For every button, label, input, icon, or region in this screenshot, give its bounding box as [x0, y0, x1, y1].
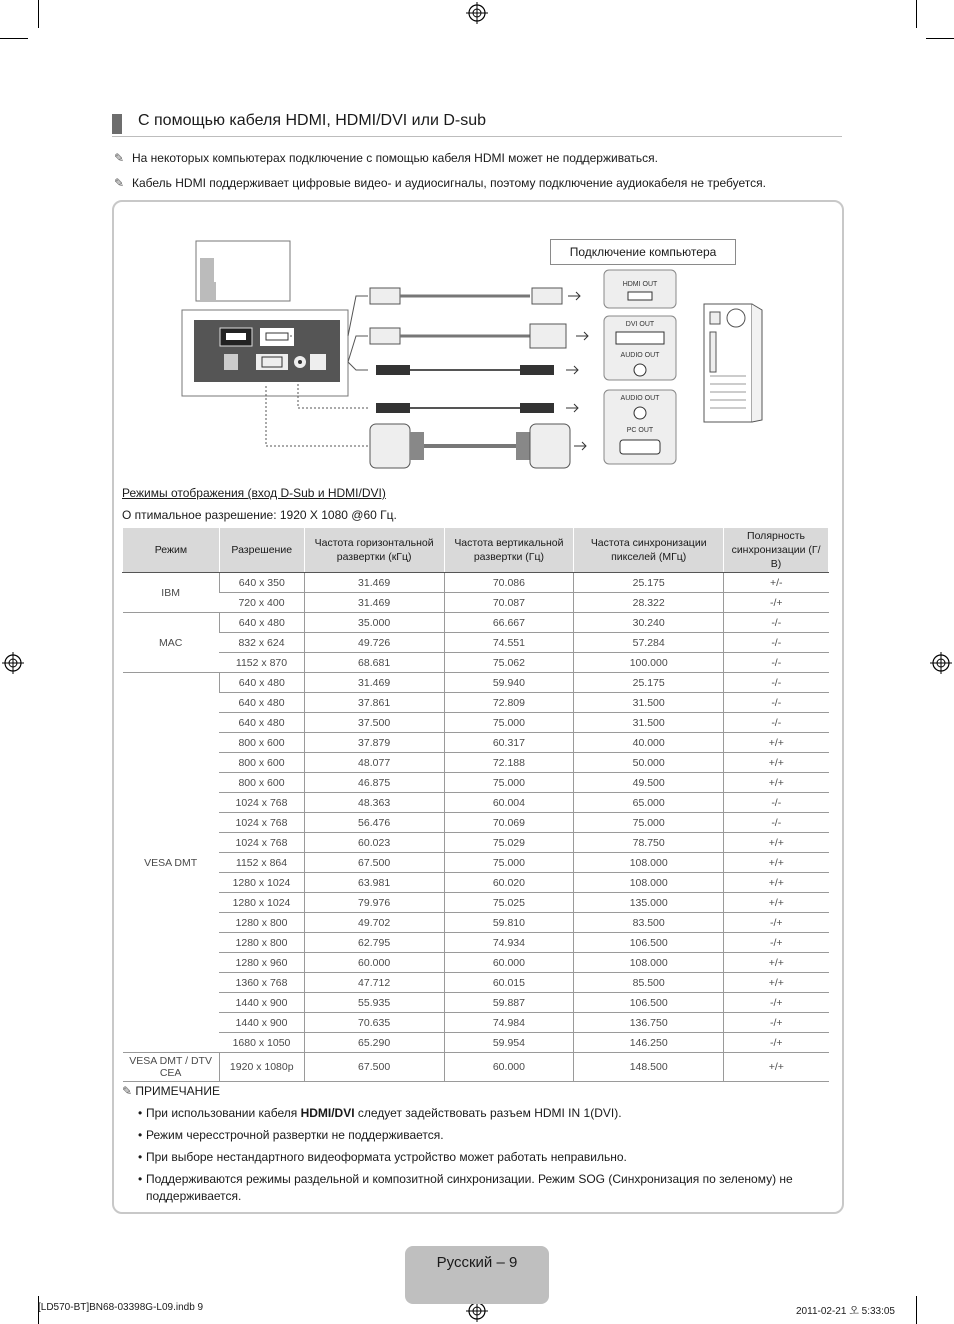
resolution-cell: 1152 x 870 [219, 653, 304, 673]
pixel-clock-cell: 108.000 [574, 853, 724, 873]
table-row [123, 893, 829, 913]
header-resolution: Разрешение [219, 528, 304, 573]
resolution-cell: 640 x 350 [219, 573, 304, 593]
pixel-clock-cell: 78.750 [574, 833, 724, 853]
pixel-clock-cell: 136.750 [574, 1013, 724, 1033]
pixel-clock-cell: 40.000 [574, 733, 724, 753]
table-row [123, 733, 829, 753]
header-polarity: Полярность синхронизации (Г/В) [724, 528, 829, 573]
polarity-cell: +/+ [724, 733, 829, 753]
note-2 [114, 176, 766, 190]
table-row [123, 1013, 829, 1033]
polarity-cell: -/+ [724, 1013, 829, 1033]
table-row [123, 933, 829, 953]
h-freq-cell: 55.935 [304, 993, 444, 1013]
h-freq-cell: 35.000 [304, 613, 444, 633]
mode-cell: MAC [123, 613, 220, 673]
h-freq-cell: 56.476 [304, 813, 444, 833]
h-freq-cell: 31.469 [304, 673, 444, 693]
audio-out-label: AUDIO OUT [620, 352, 660, 359]
note-item-3: • При выборе нестандартного видеоформата устройство может работать неправильно. [146, 1149, 816, 1166]
pixel-clock-cell: 85.500 [574, 973, 724, 993]
h-freq-cell: 37.861 [304, 693, 444, 713]
resolution-cell: 1920 x 1080p [219, 1053, 304, 1082]
polarity-cell: +/+ [724, 893, 829, 913]
v-freq-cell: 75.025 [444, 893, 574, 913]
v-freq-cell: 60.015 [444, 973, 574, 993]
table-row [123, 573, 829, 593]
resolution-cell: 1152 x 864 [219, 853, 304, 873]
v-freq-cell: 59.954 [444, 1033, 574, 1053]
v-freq-cell: 60.000 [444, 1053, 574, 1082]
section-header [112, 112, 842, 137]
resolution-cell: 720 x 400 [219, 593, 304, 613]
h-freq-cell: 49.726 [304, 633, 444, 653]
table-row [123, 653, 829, 673]
registration-mark-icon [466, 2, 488, 24]
header-v-freq: Частота вертикальной развертки (Гц) [444, 528, 574, 573]
table-row [123, 793, 829, 813]
crop-mark [0, 38, 28, 39]
notes-heading [122, 1084, 220, 1098]
v-freq-cell: 60.004 [444, 793, 574, 813]
pixel-clock-cell: 106.500 [574, 933, 724, 953]
v-freq-cell: 74.984 [444, 1013, 574, 1033]
note-item-2: • Режим чересстрочной развертки не поддерживается. [146, 1127, 816, 1144]
polarity-cell: -/- [724, 693, 829, 713]
note-item-1-text-a: При использовании кабеля [146, 1106, 301, 1120]
polarity-cell: +/+ [724, 753, 829, 773]
resolution-cell: 1440 x 900 [219, 993, 304, 1013]
audio-cable-2 [376, 403, 578, 413]
pixel-clock-cell: 31.500 [574, 693, 724, 713]
audio-pc-panel [604, 390, 676, 464]
h-freq-cell: 48.077 [304, 753, 444, 773]
footer-filename: [LD570-BT]BN68-03398G-L09.indb 9 [38, 1302, 204, 1313]
resolution-cell: 800 x 600 [219, 773, 304, 793]
pixel-clock-cell: 108.000 [574, 873, 724, 893]
page-number: Русский – 9 [436, 1254, 518, 1271]
polarity-cell: +/+ [724, 833, 829, 853]
polarity-cell: -/+ [724, 993, 829, 1013]
resolution-cell: 640 x 480 [219, 673, 304, 693]
h-freq-cell: 67.500 [304, 1053, 444, 1082]
polarity-cell: -/- [724, 633, 829, 653]
v-freq-cell: 70.087 [444, 593, 574, 613]
pixel-clock-cell: 50.000 [574, 753, 724, 773]
dsub-cable [370, 424, 586, 468]
polarity-cell: +/+ [724, 773, 829, 793]
resolution-cell: 1280 x 1024 [219, 873, 304, 893]
h-freq-cell: 37.879 [304, 733, 444, 753]
resolution-cell: 1360 x 768 [219, 973, 304, 993]
crop-mark [926, 38, 954, 39]
h-freq-cell: 79.976 [304, 893, 444, 913]
note-item-1-bold: HDMI/DVI [300, 1106, 355, 1120]
optimal-resolution: О птимальное разрешение: 1920 X 1080 @60 Гц. [122, 508, 397, 522]
pixel-clock-cell: 75.000 [574, 813, 724, 833]
table-row [123, 853, 829, 873]
crop-mark [38, 0, 39, 28]
v-freq-cell: 72.809 [444, 693, 574, 713]
v-freq-cell: 75.000 [444, 713, 574, 733]
h-freq-cell: 60.023 [304, 833, 444, 853]
polarity-cell: -/- [724, 813, 829, 833]
v-freq-cell: 75.000 [444, 853, 574, 873]
hdmi-dvi-cable [370, 324, 588, 348]
table-row [123, 673, 829, 693]
resolution-cell: 1280 x 800 [219, 913, 304, 933]
hdmi-out-label: HDMI OUT [622, 281, 658, 288]
polarity-cell: -/- [724, 673, 829, 693]
table-row [123, 953, 829, 973]
resolution-cell: 1024 x 768 [219, 833, 304, 853]
h-freq-cell: 63.981 [304, 873, 444, 893]
connection-diagram [180, 236, 770, 472]
v-freq-cell: 66.667 [444, 613, 574, 633]
dvi-out-label: DVI OUT [625, 321, 655, 328]
note-2-text: Кабель HDMI поддерживает цифровые видео- и аудиосигналы, поэтому подключение аудиокабеля не требуется. [132, 176, 766, 190]
notes-heading-text: ПРИМЕЧАНИЕ [135, 1084, 220, 1098]
v-freq-cell: 59.887 [444, 993, 574, 1013]
h-freq-cell: 37.500 [304, 713, 444, 733]
v-freq-cell: 75.029 [444, 833, 574, 853]
pixel-clock-cell: 106.500 [574, 993, 724, 1013]
pixel-clock-cell: 31.500 [574, 713, 724, 733]
resolution-cell: 1024 x 768 [219, 813, 304, 833]
pc-connection-label: Подключение компьютера [550, 239, 736, 265]
v-freq-cell: 74.551 [444, 633, 574, 653]
pixel-clock-cell: 100.000 [574, 653, 724, 673]
header-h-freq: Частота горизонтальной развертки (кГц) [304, 528, 444, 573]
pixel-clock-cell: 57.284 [574, 633, 724, 653]
h-freq-cell: 48.363 [304, 793, 444, 813]
polarity-cell: -/+ [724, 593, 829, 613]
audio-cable-1 [376, 365, 578, 375]
mode-cell: VESA DMT / DTV CEA [123, 1053, 220, 1082]
polarity-cell: +/+ [724, 873, 829, 893]
resolution-cell: 640 x 480 [219, 693, 304, 713]
h-freq-cell: 65.290 [304, 1033, 444, 1053]
note-1 [114, 151, 658, 165]
pixel-clock-cell: 83.500 [574, 913, 724, 933]
v-freq-cell: 60.000 [444, 953, 574, 973]
table-row [123, 973, 829, 993]
h-freq-cell: 67.500 [304, 853, 444, 873]
hdmi-cable [370, 288, 580, 304]
footer-timestamp: 2011-02-21 오 5:33:05 [796, 1306, 895, 1317]
h-freq-cell: 31.469 [304, 593, 444, 613]
resolution-cell: 640 x 480 [219, 713, 304, 733]
resolution-cell: 1440 x 900 [219, 1013, 304, 1033]
table-row [123, 593, 829, 613]
h-freq-cell: 70.635 [304, 1013, 444, 1033]
pixel-clock-cell: 28.322 [574, 593, 724, 613]
pixel-clock-cell: 49.500 [574, 773, 724, 793]
resolution-cell: 832 x 624 [219, 633, 304, 653]
section-title: С помощью кабеля HDMI, HDMI/DVI или D-sub [138, 112, 487, 129]
v-freq-cell: 60.317 [444, 733, 574, 753]
resolution-cell: 640 x 480 [219, 613, 304, 633]
h-freq-cell: 31.469 [304, 573, 444, 593]
table-row [123, 693, 829, 713]
registration-mark-icon [2, 652, 24, 674]
v-freq-cell: 75.062 [444, 653, 574, 673]
note-item-1-text-b: следует задействовать разъем HDMI IN 1(DVI). [354, 1106, 622, 1120]
table-header-row [123, 528, 829, 573]
crop-mark [916, 0, 917, 28]
v-freq-cell: 59.940 [444, 673, 574, 693]
polarity-cell: +/- [724, 573, 829, 593]
v-freq-cell: 74.934 [444, 933, 574, 953]
table-row [123, 1053, 829, 1082]
polarity-cell: -/- [724, 653, 829, 673]
v-freq-cell: 70.086 [444, 573, 574, 593]
polarity-cell: -/- [724, 713, 829, 733]
pencil-icon: ✎ [114, 176, 125, 190]
pc-out-label: PC OUT [626, 427, 654, 434]
table-row [123, 633, 829, 653]
pixel-clock-cell: 25.175 [574, 673, 724, 693]
resolution-cell: 1024 x 768 [219, 793, 304, 813]
pixel-clock-cell: 135.000 [574, 893, 724, 913]
table-row [123, 613, 829, 633]
h-freq-cell: 46.875 [304, 773, 444, 793]
crop-mark [916, 1296, 917, 1324]
v-freq-cell: 59.810 [444, 913, 574, 933]
polarity-cell: -/- [724, 613, 829, 633]
h-freq-cell: 62.795 [304, 933, 444, 953]
display-modes-table [122, 527, 829, 1082]
pencil-icon: ✎ [122, 1084, 133, 1098]
registration-mark-icon [930, 652, 952, 674]
table-row [123, 713, 829, 733]
polarity-cell: +/+ [724, 853, 829, 873]
pc-tower-illustration [704, 304, 762, 422]
resolution-cell: 1280 x 1024 [219, 893, 304, 913]
note-1-text: На некоторых компьютерах подключение с помощью кабеля HDMI может не поддерживаться. [132, 151, 658, 165]
header-pixel-clock: Частота синхронизации пикселей (МГц) [574, 528, 724, 573]
polarity-cell: -/+ [724, 1033, 829, 1053]
polarity-cell: +/+ [724, 1053, 829, 1082]
resolution-cell: 1680 x 1050 [219, 1033, 304, 1053]
page-number-tab [405, 1246, 549, 1304]
resolution-cell: 800 x 600 [219, 753, 304, 773]
note-item-1 [146, 1105, 816, 1122]
resolution-cell: 800 x 600 [219, 733, 304, 753]
v-freq-cell: 72.188 [444, 753, 574, 773]
pixel-clock-cell: 25.175 [574, 573, 724, 593]
polarity-cell: -/- [724, 793, 829, 813]
table-row [123, 833, 829, 853]
modes-subtitle: Режимы отображения (вход D-Sub и HDMI/DVI) [122, 486, 386, 500]
v-freq-cell: 75.000 [444, 773, 574, 793]
table-row [123, 873, 829, 893]
resolution-cell: 1280 x 800 [219, 933, 304, 953]
table-row [123, 913, 829, 933]
audio-out-label-2: AUDIO OUT [620, 395, 660, 402]
dvi-audio-panel [604, 316, 676, 380]
table-row [123, 1033, 829, 1053]
header-mode: Режим [123, 528, 220, 573]
polarity-cell: -/+ [724, 933, 829, 953]
v-freq-cell: 60.020 [444, 873, 574, 893]
table-row [123, 753, 829, 773]
h-freq-cell: 47.712 [304, 973, 444, 993]
note-item-4: • Поддерживаются режимы раздельной и композитной синхронизации. Режим SOG (Синхронизация по зеленому) не поддерживается. [146, 1171, 816, 1205]
polarity-cell: -/+ [724, 913, 829, 933]
pixel-clock-cell: 146.250 [574, 1033, 724, 1053]
table-row [123, 773, 829, 793]
pixel-clock-cell: 148.500 [574, 1053, 724, 1082]
table-row [123, 813, 829, 833]
pixel-clock-cell: 30.240 [574, 613, 724, 633]
hdmi-out-panel [604, 270, 676, 308]
table-row [123, 993, 829, 1013]
section-marker [112, 114, 122, 134]
tv-back-illustration [182, 241, 348, 396]
pixel-clock-cell: 108.000 [574, 953, 724, 973]
mode-cell: IBM [123, 573, 220, 613]
mode-cell: VESA DMT [123, 673, 220, 1053]
polarity-cell: +/+ [724, 973, 829, 993]
h-freq-cell: 49.702 [304, 913, 444, 933]
polarity-cell: +/+ [724, 953, 829, 973]
v-freq-cell: 70.069 [444, 813, 574, 833]
h-freq-cell: 68.681 [304, 653, 444, 673]
h-freq-cell: 60.000 [304, 953, 444, 973]
pixel-clock-cell: 65.000 [574, 793, 724, 813]
pencil-icon: ✎ [114, 151, 125, 165]
resolution-cell: 1280 x 960 [219, 953, 304, 973]
